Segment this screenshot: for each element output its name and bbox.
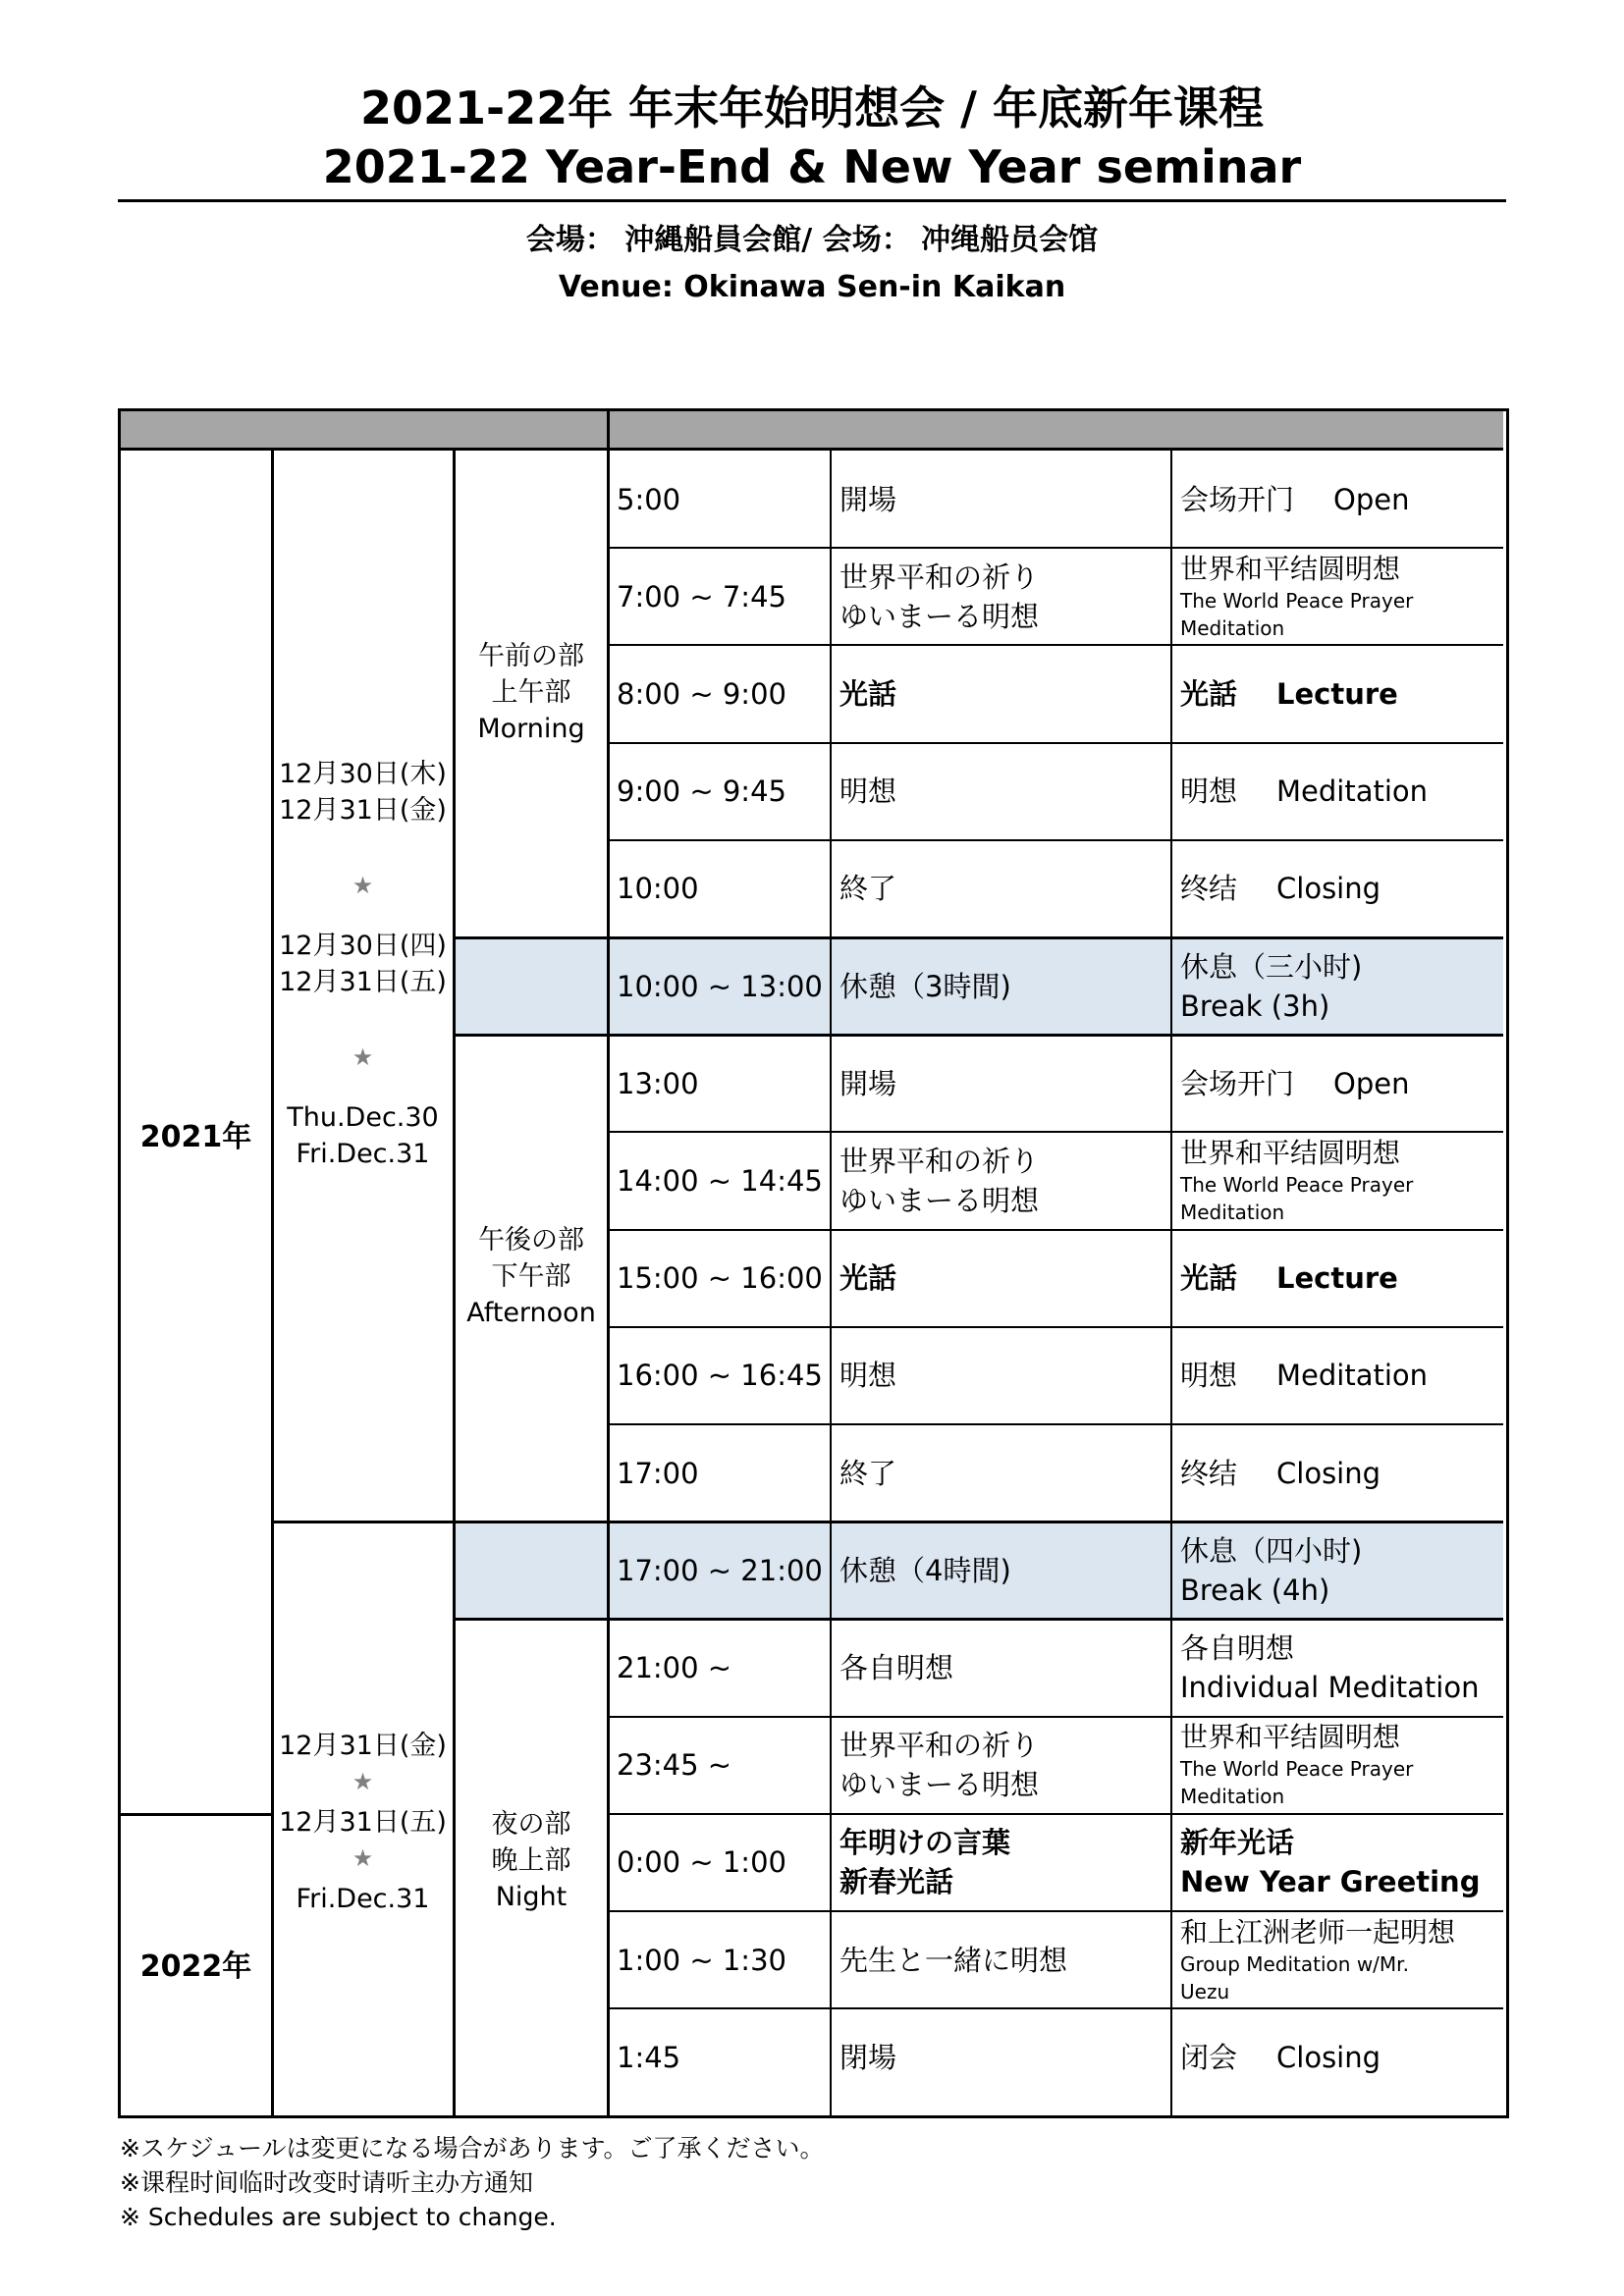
page-title-line2: 2021-22 Year-End & New Year seminar	[322, 140, 1302, 193]
zh-en-text: Uezu	[1180, 1979, 1230, 2003]
zh-en-cell	[1172, 1911, 1503, 2008]
ja-cell	[832, 645, 1170, 742]
zh-en-line	[1180, 1064, 1503, 1103]
date-line: Fri.Dec.31	[296, 1139, 430, 1169]
time-cell: 21:00 ~	[617, 1650, 732, 1684]
zh-en-cell	[1172, 1424, 1503, 1522]
zh-en-cell	[1172, 1522, 1503, 1619]
zh-en-text: 世界和平结圆明想	[1180, 552, 1401, 585]
ja-text: 年明けの言葉	[839, 1826, 1011, 1860]
ja-cell	[832, 1327, 1170, 1424]
session-label: Night	[495, 1882, 568, 1912]
en-text: Closing	[1276, 872, 1381, 906]
zh-text: 光話	[1180, 1261, 1238, 1296]
zh-en-text: 新年光话	[1180, 1826, 1295, 1860]
date-line: 12月31日(五)	[279, 967, 447, 997]
session-morning	[456, 638, 607, 747]
zh-en-text: Break (4h)	[1180, 1573, 1330, 1607]
header-divider	[607, 411, 610, 451]
zh-en-cell	[1172, 937, 1503, 1035]
zh-en-text: 世界和平结圆明想	[1180, 1721, 1401, 1754]
time-cell: 13:00	[617, 1066, 699, 1100]
en-text: Open	[1333, 1066, 1410, 1100]
date-group-1	[273, 756, 453, 1172]
time-cell: 1:45	[617, 2040, 681, 2074]
time-cell: 17:00	[617, 1456, 699, 1490]
zh-en-line	[1180, 1356, 1503, 1395]
ja-cell	[832, 1035, 1170, 1132]
time-cell: 15:00 ~ 16:00	[617, 1261, 823, 1296]
time-cell: 5:00	[617, 482, 681, 516]
zh-en-cell	[1172, 1132, 1503, 1229]
session-line	[453, 1521, 607, 1523]
session-line	[453, 936, 607, 939]
ja-text: 終了	[839, 872, 897, 906]
ja-cell	[832, 840, 1170, 937]
ja-cell	[832, 1424, 1170, 1522]
zh-en-text: The World Peace Prayer	[1180, 1757, 1414, 1782]
time-cell: 10:00 ~ 13:00	[617, 969, 823, 1003]
ja-cell	[832, 1619, 1170, 1716]
ja-text: 世界平和の祈り	[839, 560, 1040, 594]
ja-text: 休憩（4時間)	[839, 1553, 1011, 1587]
star-icon: ★	[352, 1844, 374, 1872]
ja-text: 閉場	[839, 2040, 897, 2074]
session-label: 下午部	[491, 1261, 571, 1292]
time-cell: 17:00 ~ 21:00	[617, 1553, 823, 1587]
zh-en-text: Group Meditation w/Mr.	[1180, 1951, 1409, 1976]
ja-cell	[832, 1814, 1170, 1911]
ja-text: 開場	[839, 1066, 897, 1100]
zh-en-line	[1180, 869, 1503, 908]
ja-text: ゆいまーる明想	[839, 1183, 1040, 1217]
zh-text: 会场开门	[1180, 482, 1295, 516]
ja-text: 明想	[839, 1359, 897, 1393]
table-header-right	[610, 411, 1503, 448]
date-line: 12月30日(四)	[279, 931, 447, 961]
ja-text: 明想	[839, 774, 897, 809]
date-line: 12月31日(五)	[279, 1807, 447, 1838]
zh-text: 终结	[1180, 1456, 1238, 1490]
zh-text: 光話	[1180, 676, 1238, 711]
ja-text: ゆいまーる明想	[839, 599, 1040, 633]
ja-cell	[832, 937, 1170, 1035]
en-text: Meditation	[1276, 1359, 1429, 1393]
session-label: Morning	[477, 714, 585, 744]
zh-en-text: Meditation	[1180, 1200, 1285, 1224]
zh-en-cell	[1172, 548, 1503, 645]
star-icon: ★	[352, 1768, 374, 1795]
session-label: 夜の部	[491, 1809, 571, 1840]
zh-text: 明想	[1180, 774, 1238, 809]
zh-en-cell	[1172, 1619, 1503, 1716]
footer-note-zh: ※课程时间临时改变时请听主办方通知	[120, 2168, 533, 2197]
zh-en-cell	[1172, 1327, 1503, 1424]
en-text: Lecture	[1276, 1261, 1398, 1296]
ja-text: 先生と一緒に明想	[839, 1943, 1068, 1977]
ja-cell	[832, 451, 1170, 548]
title-divider	[118, 199, 1506, 202]
session-afternoon	[456, 1222, 607, 1331]
zh-en-text: The World Peace Prayer	[1180, 588, 1414, 613]
zh-en-text: Meditation	[1180, 615, 1285, 640]
session-night	[456, 1806, 607, 1915]
zh-en-cell	[1172, 743, 1503, 840]
en-text: Closing	[1276, 2040, 1381, 2074]
session-label: 上午部	[491, 677, 571, 708]
zh-en-cell	[1172, 645, 1503, 742]
en-text: Closing	[1276, 1456, 1381, 1490]
ja-cell	[832, 1522, 1170, 1619]
zh-en-text: Individual Meditation	[1180, 1670, 1480, 1704]
ja-text: 光話	[839, 676, 897, 711]
footer-note-ja: ※スケジュールは変更になる場合があります。ご了承ください。	[120, 2134, 825, 2163]
ja-text: 終了	[839, 1456, 897, 1490]
date-line: 12月31日(金)	[279, 795, 447, 826]
zh-en-text: 各自明想	[1180, 1630, 1295, 1665]
year-2021: 2021年	[139, 1120, 252, 1154]
session-label: 午後の部	[478, 1225, 584, 1255]
time-cell: 9:00 ~ 9:45	[617, 774, 786, 809]
time-cell: 16:00 ~ 16:45	[617, 1359, 823, 1393]
ja-text: 休憩（3時間)	[839, 969, 1011, 1003]
zh-en-cell	[1172, 1717, 1503, 1814]
ja-text: 開場	[839, 482, 897, 516]
zh-en-line	[1180, 2038, 1503, 2077]
session-label: 晚上部	[491, 1845, 571, 1876]
en-text: Lecture	[1276, 676, 1398, 711]
date-line: Thu.Dec.30	[287, 1102, 439, 1133]
zh-en-cell	[1172, 1035, 1503, 1132]
ja-cell	[832, 1132, 1170, 1229]
zh-en-text: Break (3h)	[1180, 988, 1330, 1023]
star-icon: ★	[352, 1043, 374, 1071]
venue-line1: 会場： 沖縄船員会館/ 会场： 冲绳船员会馆	[525, 223, 1099, 257]
zh-en-text: 休息（四小时)	[1180, 1533, 1363, 1568]
ja-text: 各自明想	[839, 1650, 954, 1684]
session-line	[453, 1618, 607, 1621]
date-line: 12月31日(金)	[279, 1731, 447, 1761]
star-icon: ★	[352, 872, 374, 899]
venue-line2: Venue: Okinawa Sen-in Kaikan	[558, 270, 1066, 304]
zh-en-cell	[1172, 1230, 1503, 1327]
ja-cell	[832, 1230, 1170, 1327]
zh-en-text: 和上江洲老师一起明想	[1180, 1915, 1456, 1949]
date-line: Fri.Dec.31	[296, 1884, 430, 1914]
time-cell: 0:00 ~ 1:00	[617, 1845, 786, 1880]
ja-cell	[832, 1717, 1170, 1814]
ja-cell	[832, 2008, 1170, 2106]
zh-en-cell	[1172, 451, 1503, 548]
table-header-left	[121, 411, 607, 448]
time-cell: 14:00 ~ 14:45	[617, 1163, 823, 1198]
ja-cell	[832, 743, 1170, 840]
time-cell: 1:00 ~ 1:30	[617, 1943, 786, 1977]
ja-text: 世界平和の祈り	[839, 1144, 1040, 1178]
zh-text: 明想	[1180, 1359, 1238, 1393]
zh-en-text: 世界和平结圆明想	[1180, 1136, 1401, 1169]
en-text: Meditation	[1276, 774, 1429, 809]
zh-en-text: The World Peace Prayer	[1180, 1172, 1414, 1197]
ja-cell	[832, 1911, 1170, 2008]
zh-en-cell	[1172, 1814, 1503, 1911]
date-group-2	[273, 1728, 453, 1917]
zh-en-line	[1180, 480, 1503, 519]
ja-text: 光話	[839, 1261, 897, 1296]
zh-en-line	[1180, 674, 1503, 714]
date-line: 12月30日(木)	[279, 759, 447, 789]
zh-en-text: Meditation	[1180, 1785, 1285, 1809]
ja-text: ゆいまーる明想	[839, 1768, 1040, 1802]
date-line-divider	[271, 1521, 453, 1523]
en-text: Open	[1333, 482, 1410, 516]
zh-en-cell	[1172, 840, 1503, 937]
ja-cell	[832, 548, 1170, 645]
time-cell: 23:45 ~	[617, 1748, 732, 1783]
year-line-divider	[121, 1813, 271, 1816]
zh-en-line	[1180, 1454, 1503, 1493]
time-cell: 10:00	[617, 872, 699, 906]
time-cell: 8:00 ~ 9:00	[617, 676, 786, 711]
zh-en-text: New Year Greeting	[1180, 1865, 1481, 1899]
session-label: Afternoon	[466, 1298, 596, 1328]
ja-text: 世界平和の祈り	[839, 1729, 1040, 1763]
footer-note-en: ※ Schedules are subject to change.	[120, 2203, 557, 2231]
zh-text: 终结	[1180, 872, 1238, 906]
zh-en-line	[1180, 1258, 1503, 1298]
zh-text: 闭会	[1180, 2040, 1238, 2074]
zh-text: 会场开门	[1180, 1066, 1295, 1100]
page-title-line1: 2021-22年 年末年始明想会 / 年底新年课程	[360, 81, 1264, 134]
time-cell: 7:00 ~ 7:45	[617, 579, 786, 614]
zh-en-line	[1180, 772, 1503, 811]
zh-en-text: 休息（三小时)	[1180, 949, 1363, 984]
session-line	[453, 1034, 607, 1037]
ja-text: 新春光話	[839, 1865, 954, 1899]
zh-en-cell	[1172, 2008, 1503, 2106]
year-2022: 2022年	[139, 1949, 252, 1984]
session-label: 午前の部	[478, 641, 584, 671]
